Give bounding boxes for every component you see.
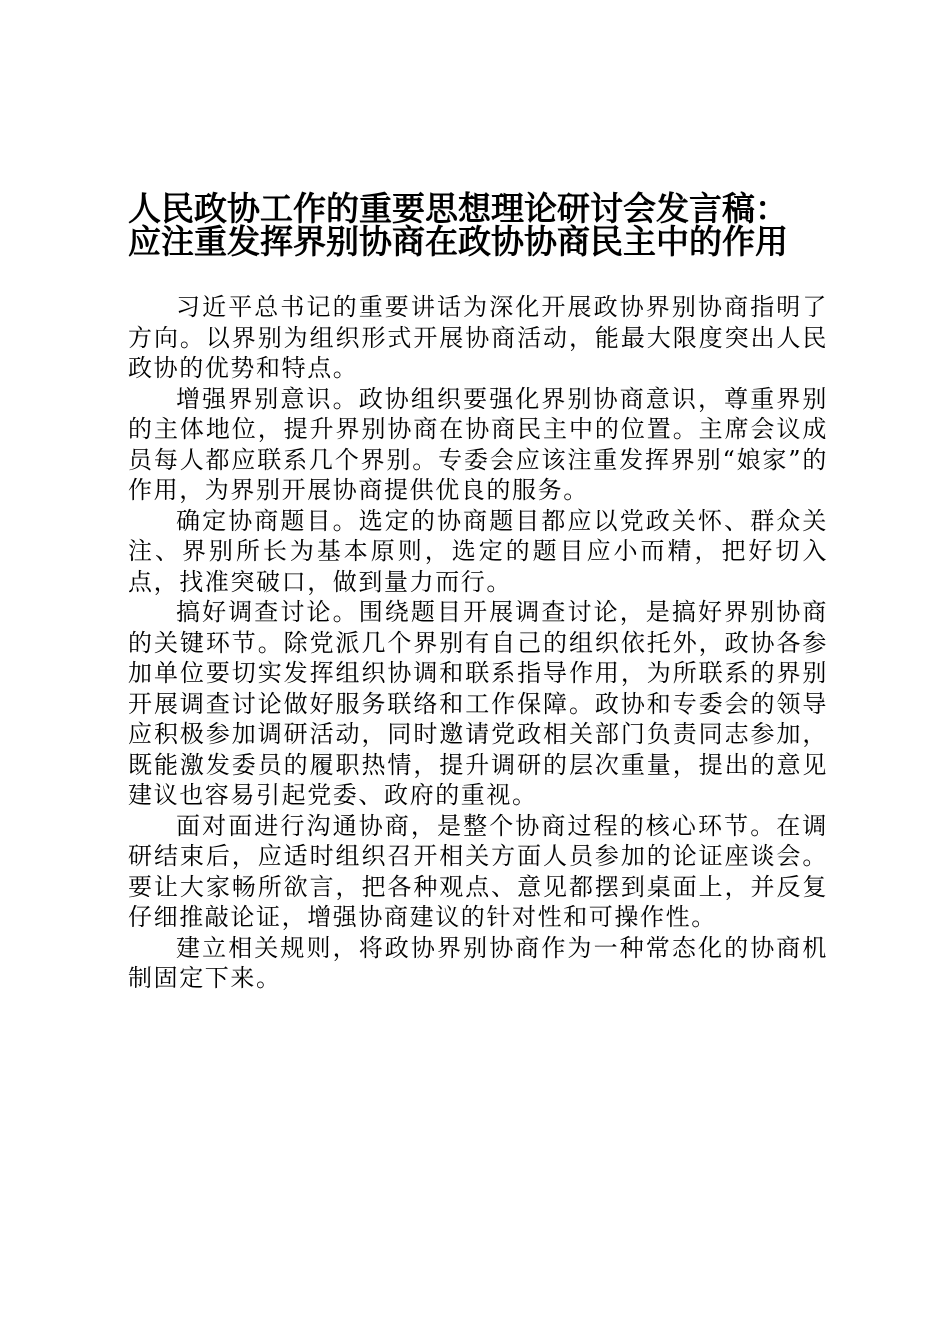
paragraph-research-discussion: 搞好调查讨论。围绕题目开展调查讨论，是搞好界别协商的关键环节。除党派几个界别有自己的组织依托外，政协各参加单位要切实发挥组织协调和联系指导作用，为所联系的界别开展调查讨论做好服务联络和工作保障。政协和专委会的领导应积极参加调研活动，同时邀请党政相关部门负责同志参加，既能激发委员的履职热情，提升调研的层次重量，提出的意见建议也容易引起党委、政府的重视。 — [128, 598, 828, 809]
paragraph-intro: 习近平总书记的重要讲话为深化开展政协界别协商指明了方向。以界别为组织形式开展协商活动，能最大限度突出人民政协的优势和特点。 — [128, 293, 828, 382]
document-body — [128, 292, 828, 994]
paragraph-face-to-face: 面对面进行沟通协商，是整个协商过程的核心环节。在调研结束后，应适时组织召开相关方面人员参加的论证座谈会。要让大家畅所欲言，把各种观点、意见都摆到桌面上，并反复仔细推敲论证，增强协商建议的针对性和可操作性。 — [128, 811, 828, 931]
paragraph-determine-topics: 确定协商题目。选定的协商题目都应以党政关怀、群众关注、界别所长为基本原则，选定的题目应小而精，把好切入点，找准突破口，做到量力而行。 — [128, 506, 828, 596]
document-title-line-2: 应注重发挥界别协商在政协协商民主中的作用 — [128, 222, 788, 261]
document-title-line-1: 人民政协工作的重要思想理论研讨会发言稿： — [128, 189, 788, 228]
paragraph-enhance-awareness: 增强界别意识。政协组织要强化界别协商意识，尊重界别的主体地位，提升界别协商在协商民主中的位置。主席会议成员每人都应联系几个界别。专委会应该注重发挥界别“娘家”的作用，为界别开展协商提供优良的服务。 — [128, 384, 828, 504]
paragraph-establish-rules: 建立相关规则，将政协界别协商作为一种常态化的协商机制固定下来。 — [128, 933, 828, 992]
